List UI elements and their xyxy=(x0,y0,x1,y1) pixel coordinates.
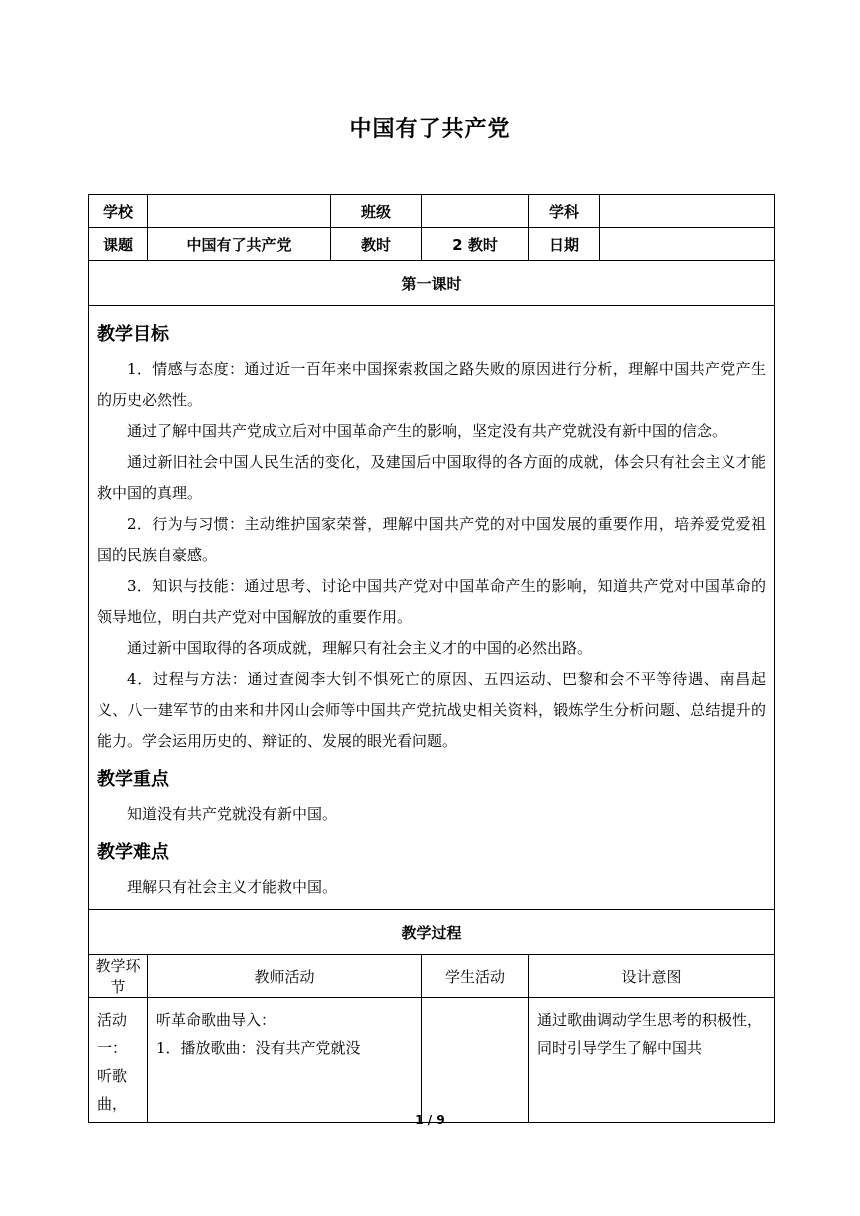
info-row-2 xyxy=(89,228,775,261)
lesson-title-row xyxy=(89,261,775,306)
goal-paragraph: 4．过程与方法：通过查阅李大钊不惧死亡的原因、五四运动、巴黎和会不平等待遇、南昌起义、八一建军节的由来和井冈山会师等中国共产党抗战史相关资料，锻炼学生分析问题、总结提升的能力。学会运用历史的、辩证的、发展的眼光看问题。 xyxy=(97,670,766,750)
goal-paragraph: 通过新旧社会中国人民生活的变化，及建国后中国取得的各方面的成就，体会只有社会主义才能救中国的真理。 xyxy=(97,453,766,502)
column-header-teacher: 教师活动 xyxy=(148,955,422,998)
column-header-intent: 设计意图 xyxy=(529,955,775,998)
goal-paragraph: 1．情感与态度：通过近一百年来中国探索救国之路失败的原因进行分析，理解中国共产党产生的历史必然性。 xyxy=(97,360,766,409)
key-point-heading: 教学重点 xyxy=(97,769,169,790)
stage-text: 活动一：听歌曲， xyxy=(97,1011,128,1113)
date-value xyxy=(600,228,775,261)
goal-paragraph: 3．知识与技能：通过思考、讨论中国共产党对中国革命产生的影响，知道共产党对中国革命的领导地位，明白共产党对中国解放的重要作用。 xyxy=(97,577,766,626)
page-number: 1 / 9 xyxy=(415,1113,445,1127)
class-label: 班级 xyxy=(331,195,422,228)
teacher-line: 1．播放歌曲：没有共产党就没 xyxy=(156,1039,361,1057)
document-title: 中国有了共产党 xyxy=(349,117,511,142)
class-value xyxy=(422,195,529,228)
process-title-row xyxy=(89,910,775,955)
teacher-cell xyxy=(148,998,422,1123)
topic-value: 中国有了共产党 xyxy=(148,228,331,261)
teacher-line: 听革命歌曲导入： xyxy=(156,1011,277,1029)
school-value xyxy=(148,195,331,228)
column-header-student: 学生活动 xyxy=(422,955,529,998)
difficulty-text: 理解只有社会主义才能救中国。 xyxy=(127,878,338,896)
info-row-1 xyxy=(89,195,775,228)
intent-cell xyxy=(529,998,775,1123)
objectives-section xyxy=(89,306,775,910)
difficulty-heading: 教学难点 xyxy=(97,842,169,863)
column-header-stage: 教学环节 xyxy=(89,955,148,998)
school-label: 学校 xyxy=(89,195,148,228)
lesson-plan-table xyxy=(88,194,775,1123)
goals-heading: 教学目标 xyxy=(97,324,169,345)
lesson-title: 第一课时 xyxy=(89,261,775,306)
stage-cell xyxy=(89,998,148,1123)
content-row xyxy=(89,306,775,910)
key-point-text: 知道没有共产党就没有新中国。 xyxy=(127,805,338,823)
goal-paragraph: 2．行为与习惯：主动维护国家荣誉，理解中国共产党的对中国发展的重要作用，培养爱党爱祖国的民族自豪感。 xyxy=(97,515,766,564)
hours-label: 教时 xyxy=(331,228,422,261)
process-column-headers xyxy=(89,955,775,998)
goal-paragraph: 通过新中国取得的各项成就，理解只有社会主义才的中国的必然出路。 xyxy=(127,639,593,657)
date-label: 日期 xyxy=(529,228,600,261)
process-heading: 教学过程 xyxy=(89,910,775,955)
student-cell xyxy=(422,998,529,1123)
process-row-1 xyxy=(89,998,775,1123)
topic-label: 课题 xyxy=(89,228,148,261)
intent-text: 通过歌曲调动学生思考的积极性，同时引导学生了解中国共 xyxy=(537,1011,763,1057)
subject-value xyxy=(600,195,775,228)
hours-value: 2 教时 xyxy=(422,228,529,261)
subject-label: 学科 xyxy=(529,195,600,228)
goal-paragraph: 通过了解中国共产党成立后对中国革命产生的影响，坚定没有共产党就没有新中国的信念。 xyxy=(127,422,728,440)
